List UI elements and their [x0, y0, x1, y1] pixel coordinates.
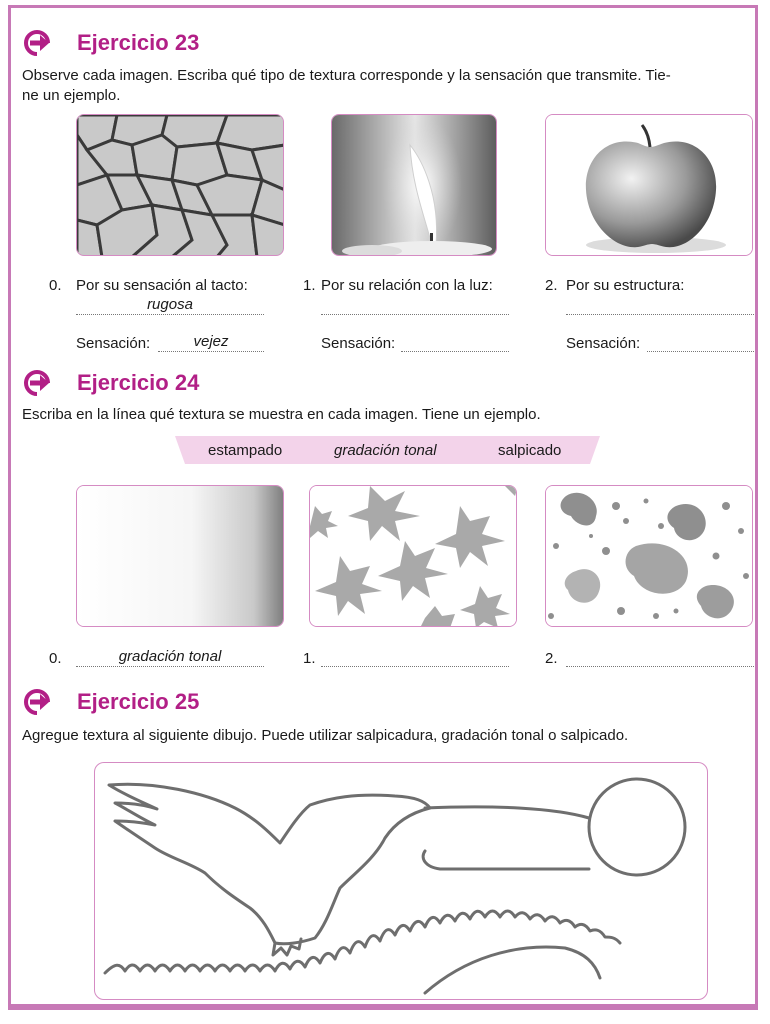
- exercise-24-title: Ejercicio 24: [77, 370, 200, 395]
- question-1-answer-line[interactable]: [321, 296, 509, 315]
- exercise-24-instruction: Escriba en la línea qué textura se muestra en cada imagen. Tiene un ejemplo.: [22, 406, 541, 423]
- question-0-label: Por su sensación al tacto:: [76, 277, 248, 294]
- sensation-2-label: Sensación:: [566, 335, 641, 352]
- exercise-25-instruction: Agregue textura al siguiente dibujo. Puede utilizar salpicadura, gradación tonal o salpicado.: [22, 727, 629, 744]
- exercise-23-title: Ejercicio 23: [77, 30, 200, 55]
- texture-1-answer-line[interactable]: [321, 648, 509, 667]
- sensation-1-answer-line[interactable]: [401, 333, 509, 352]
- word-bank-item-estampado: estampado: [208, 442, 283, 459]
- cracked-earth-image: [76, 114, 284, 256]
- exercise-23-instruction: Observe cada imagen. Escriba qué tipo de textura corresponde y la sensación que transmite. Tie- ne un ejemplo.: [22, 67, 671, 104]
- drawing-area[interactable]: [94, 762, 708, 1000]
- question-2-label: Por su estructura:: [566, 277, 685, 294]
- bird-sun-outline-drawing: [95, 763, 706, 998]
- arrow-right-circle-icon: [24, 689, 50, 715]
- candle-flame-image: [331, 114, 497, 256]
- leaf-pattern-image: [309, 485, 517, 627]
- arrow-right-circle-icon: [24, 30, 50, 56]
- question-2-answer-line[interactable]: [566, 296, 754, 315]
- sensation-2-answer-line[interactable]: [647, 333, 754, 352]
- question-1-label: Por su relación con la luz:: [321, 277, 493, 294]
- word-bank-item-gradacion-tonal: gradación tonal: [334, 442, 437, 459]
- sensation-0-answer-line[interactable]: vejez: [158, 333, 264, 352]
- question-1-number: 1.: [303, 277, 316, 294]
- texture-2-answer-line[interactable]: [566, 648, 754, 667]
- texture-0-number: 0.: [49, 650, 62, 667]
- sensation-0-label: Sensación:: [76, 335, 151, 352]
- apple-image: [545, 114, 753, 256]
- splatter-image: [545, 485, 753, 627]
- tonal-gradient-image: [76, 485, 284, 627]
- texture-1-number: 1.: [303, 650, 316, 667]
- texture-0-answer-line[interactable]: gradación tonal: [76, 648, 264, 667]
- texture-2-number: 2.: [545, 650, 558, 667]
- exercise-25-title: Ejercicio 25: [77, 689, 200, 714]
- sensation-1-label: Sensación:: [321, 335, 396, 352]
- question-0-number: 0.: [49, 277, 62, 294]
- arrow-right-circle-icon: [24, 370, 50, 396]
- question-2-number: 2.: [545, 277, 558, 294]
- word-bank-item-salpicado: salpicado: [498, 442, 562, 459]
- question-0-answer-line[interactable]: rugosa: [76, 296, 264, 315]
